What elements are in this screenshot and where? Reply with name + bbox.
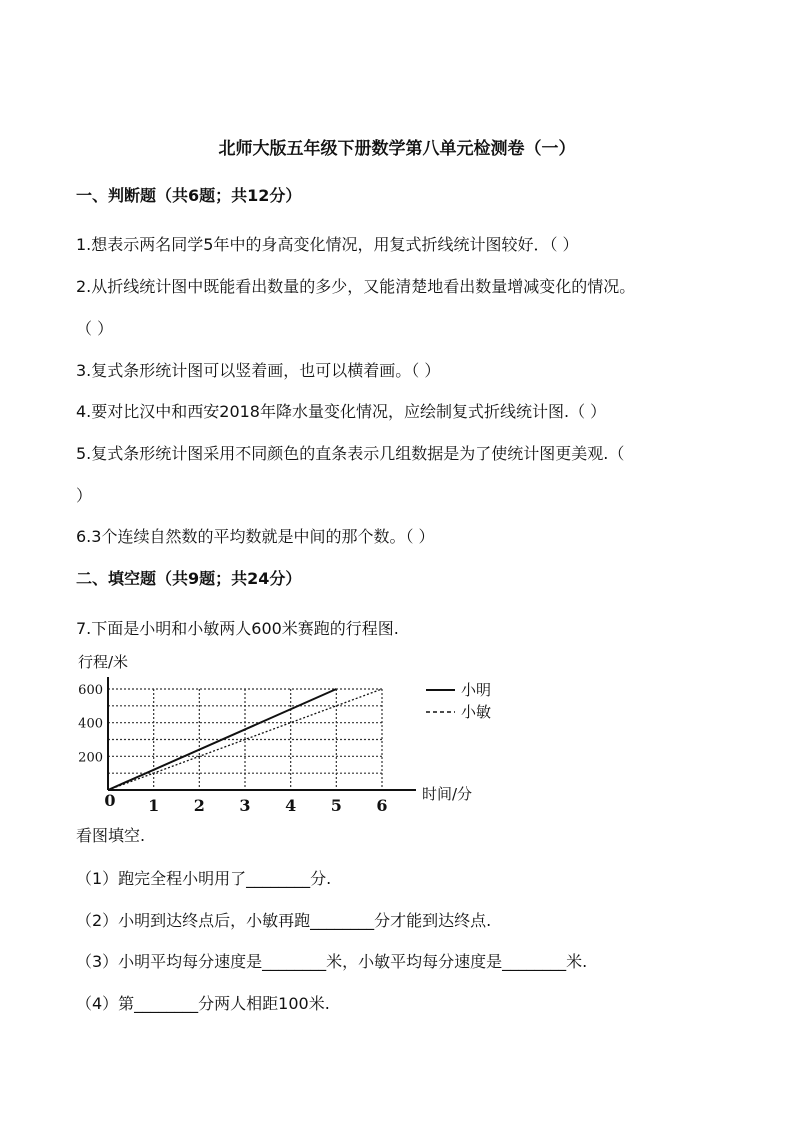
legend-label-1: 小明 — [461, 681, 492, 699]
y-tick-label: 600 — [78, 683, 103, 698]
x-tick-label: 5 — [330, 796, 342, 815]
legend-label-2: 小敏 — [461, 703, 492, 721]
y-tick-label: 200 — [78, 750, 103, 766]
x-tick-label: 2 — [193, 796, 205, 815]
question-1: 1.想表示两名同学5年中的身高变化情况，用复式折线统计图较好．（ ） — [76, 235, 579, 254]
x-tick-label: 6 — [376, 796, 388, 815]
question-5-line2: ） — [76, 486, 93, 505]
y-tick-label: 400 — [78, 716, 103, 732]
chart-y-axis-label: 行程/米 — [78, 653, 129, 671]
page-title: 北师大版五年级下册数学第八单元检测卷（一） — [218, 139, 576, 159]
origin-label: 0 — [104, 791, 116, 810]
x-tick-label: 1 — [148, 796, 160, 815]
question-2-line2: （ ） — [76, 319, 114, 338]
x-tick-label: 3 — [239, 796, 251, 815]
fill-question-4: （4）第________分两人相距100米. — [76, 994, 330, 1013]
fill-intro: 看图填空. — [76, 826, 146, 845]
fill-question-2: （2）小明到达终点后，小敏再跑________分才能到达终点. — [76, 911, 492, 930]
chart-x-axis-label: 时间/分 — [422, 785, 473, 803]
question-3: 3.复式条形统计图可以竖着画，也可以横着画。（ ） — [76, 361, 441, 380]
series-line-1 — [108, 689, 336, 790]
fill-question-3: （3）小明平均每分速度是________米，小敏平均每分速度是________米. — [76, 952, 588, 971]
question-2-line1: 2.从折线统计图中既能看出数量的多少，又能清楚地看出数量增减变化的情况。 — [76, 277, 636, 296]
series-line-2 — [108, 689, 382, 790]
section-heading-fill-in: 二、填空题（共9题；共24分） — [76, 569, 302, 588]
question-5-line1: 5.复式条形统计图采用不同颜色的直条表示几组数据是为了使统计图更美观.（ — [76, 444, 625, 463]
question-4: 4.要对比汉中和西安2018年降水量变化情况，应绘制复式折线统计图.（ ） — [76, 402, 607, 421]
section-heading-judgement: 一、判断题（共6题；共12分） — [76, 186, 302, 205]
question-7: 7.下面是小明和小敏两人600米赛跑的行程图. — [76, 619, 399, 638]
x-tick-label: 4 — [285, 796, 297, 815]
fill-question-1: （1）跑完全程小明用了________分. — [76, 869, 332, 888]
question-6: 6.3个连续自然数的平均数就是中间的那个数。（ ） — [76, 527, 435, 546]
